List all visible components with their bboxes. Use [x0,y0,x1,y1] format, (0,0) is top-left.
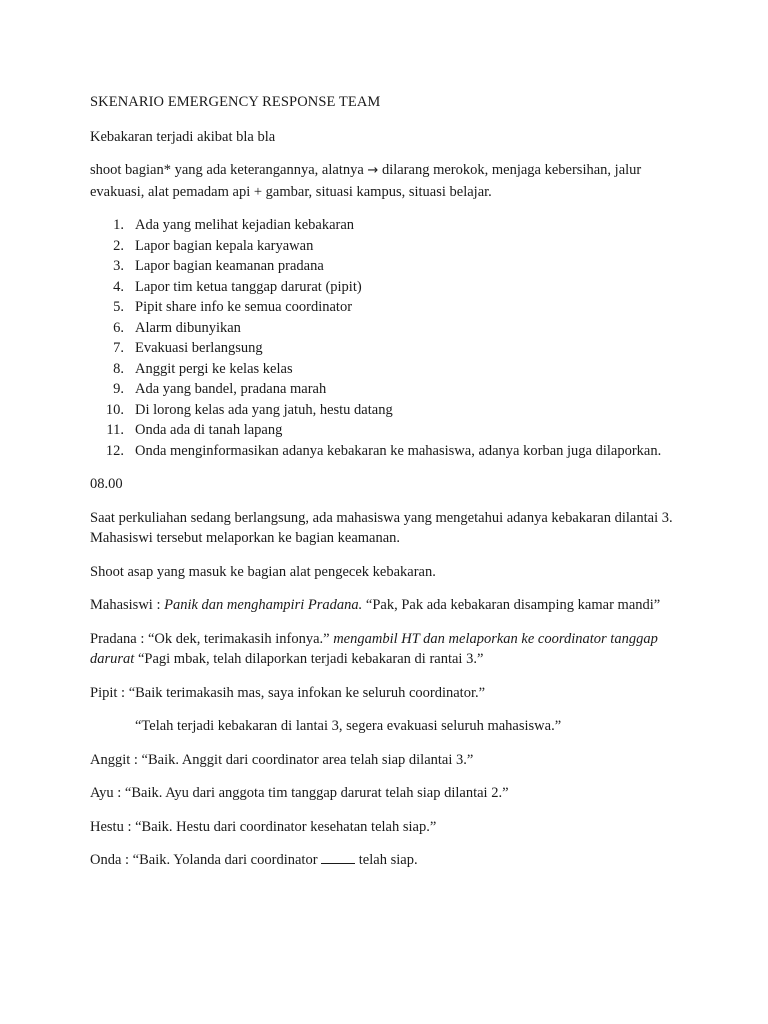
list-item [90,359,680,380]
list-item [90,318,680,339]
list-text: Di lorong kelas ada yang jatuh, hestu datang [135,401,393,418]
stage-direction: mengambil HT dan melaporkan ke coordinator tanggap darurat [90,630,658,667]
list-text: Pipit share info ke semua coordinator [135,299,353,315]
document-page [90,92,680,884]
list-item [90,420,680,441]
list-item [90,236,680,257]
list-item [90,256,680,277]
onda-line [90,850,680,871]
stage-direction: Panik dan menghampiri Pradana. [164,597,363,613]
speaker-label: Pipit : [90,684,129,701]
list-text: Onda ada di tanah lapang [135,422,283,438]
document-title: SKENARIO EMERGENCY RESPONSE TEAM [90,94,381,110]
dialogue-text: “Ok dek, terimakasih infonya.” [147,630,334,647]
list-item [90,277,680,298]
list-item [90,400,680,421]
list-text: Ada yang bandel, pradana marah [135,381,327,397]
dialogue-text: Onda : “Baik. Yolanda dari coordinator [90,852,322,868]
list-text: Onda menginformasikan adanya kebakaran ke mahasiswa, adanya korban juga dilaporkan. [135,442,662,459]
list-number: 1. [113,217,124,233]
dialogue-text: “Pagi mbak, telah dilaporkan terjadi kebakaran di rantai 3.” [134,651,484,667]
list-number: 4. [113,278,124,295]
list-number: 3. [113,258,124,274]
blank-underline [321,851,355,864]
list-item [90,215,680,236]
saat-paragraph: Saat perkuliahan sedang berlangsung, ada mahasiswa yang mengetahui adanya kebakaran dilantai 3. Mahasiswi tersebut melaporkan ke bagian keamanan. [90,509,673,546]
speaker-label: Mahasiswi : [90,597,165,613]
list-number: 5. [113,299,124,315]
mahasiswi-line [90,595,680,616]
list-number: 8. [113,360,124,377]
list-text: Alarm dibunyikan [135,319,241,336]
time-heading: 08.00 [90,476,123,492]
shoot-text-after: dilarang merokok, menjaga kebersihan, jalur evakuasi, alat pemadam api + gambar, situasi kampus, situasi belajar. [90,162,642,200]
anggit-line: Anggit : “Baik. Anggit dari coordinator area telah siap dilantai 3.” [90,751,474,768]
list-number: 12. [105,442,124,459]
dialogue-text: “Pak, Pak ada kebakaran disamping kamar mandi” [362,597,661,613]
ayu-line: Ayu : “Baik. Ayu dari anggota tim tanggap darurat telah siap dilantai 2.” [90,785,509,801]
list-number: 11. [106,422,124,438]
shoot-text-before: shoot bagian* yang ada keterangannya, alatnya [90,162,364,178]
pipit-line-continued: “Telah terjadi kebakaran di lantai 3, segera evakuasi seluruh mahasiswa.” [135,718,562,734]
list-number: 6. [113,319,124,336]
intro-paragraph: Kebakaran terjadi akibat bla bla [90,128,276,145]
steps-list [90,215,680,461]
list-text: Lapor tim ketua tanggap darurat (pipit) [135,278,362,295]
list-item [90,297,680,318]
pipit-line [90,683,680,704]
dialogue-text: “Baik terimakasih mas, saya infokan ke seluruh coordinator.” [128,684,486,701]
shoot-asap-paragraph: Shoot asap yang masuk ke bagian alat pengecek kebakaran. [90,563,436,580]
list-number: 2. [113,237,124,254]
list-text: Lapor bagian kepala karyawan [135,237,314,254]
speaker-label: Pradana : [90,630,148,647]
list-item [90,379,680,400]
list-text: Anggit pergi ke kelas kelas [135,360,293,377]
dialogue-text: telah siap. [355,852,418,868]
list-item [90,338,680,359]
right-arrow-icon: → [367,163,379,178]
list-number: 9. [113,381,124,397]
shoot-paragraph [90,160,680,202]
pradana-line [90,629,680,670]
hestu-line: Hestu : “Baik. Hestu dari coordinator kesehatan telah siap.” [90,818,437,835]
list-number: 7. [113,340,124,356]
list-number: 10. [105,401,124,418]
list-item [90,441,680,462]
list-text: Evakuasi berlangsung [135,340,263,356]
list-text: Ada yang melihat kejadian kebakaran [135,217,355,233]
list-text: Lapor bagian keamanan pradana [135,258,324,274]
